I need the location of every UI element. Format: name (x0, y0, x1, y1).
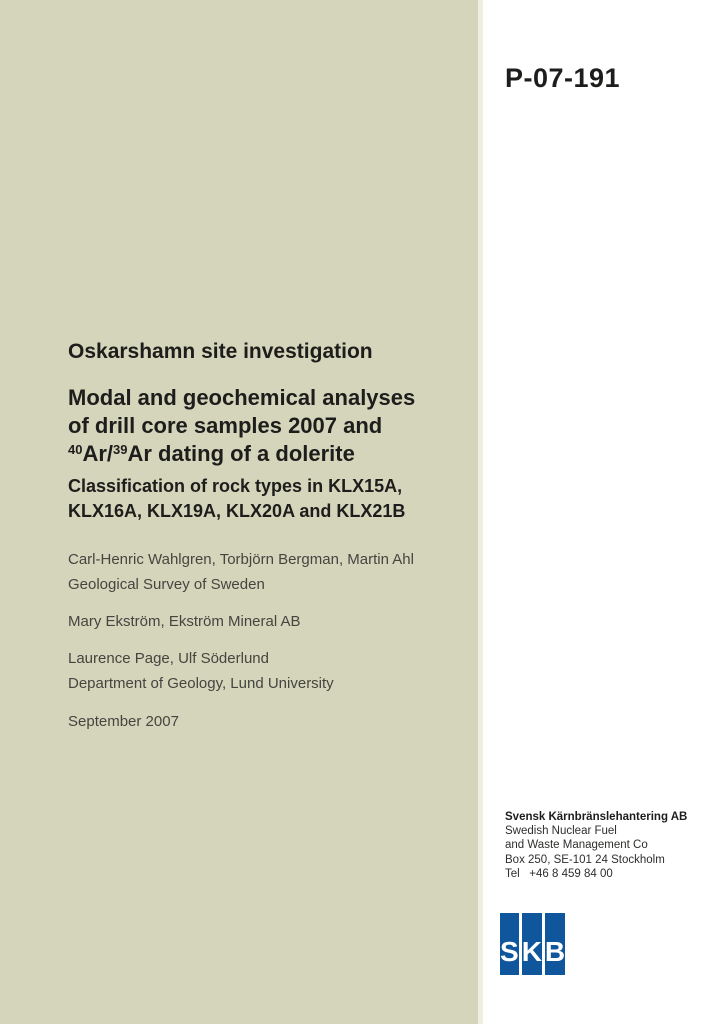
publisher-phone: Tel +46 8 459 84 00 (505, 867, 613, 880)
main-title-line2: of drill core samples 2007 and (68, 413, 383, 438)
author-group (68, 547, 414, 597)
skb-logo-bar (500, 913, 519, 975)
isotope-superscript-40: 40 (68, 442, 83, 457)
publisher-line: Swedish Nuclear Fuel (505, 825, 617, 838)
skb-logo-letter-b: B (544, 936, 566, 967)
skb-logo-bar (522, 913, 542, 975)
publication-date: September 2007 (68, 713, 179, 730)
skb-logo (500, 913, 566, 975)
subtitle-line1: Classification of rock types in KLX15A, (68, 476, 403, 496)
main-title-line1: Modal and geochemical analyses (68, 385, 416, 410)
project-title: Oskarshamn site investigation (68, 340, 373, 363)
main-title (68, 384, 415, 471)
author-names: Laurence Page, Ulf Söderlund (68, 650, 269, 667)
cover-panel-edge (478, 0, 483, 1024)
subtitle (68, 474, 405, 524)
author-affiliation: Geological Survey of Sweden (68, 576, 265, 593)
author-group (68, 646, 414, 696)
author-affiliation: Department of Geology, Lund University (68, 675, 334, 692)
isotope-superscript-39: 39 (113, 442, 128, 457)
authors-block (68, 547, 414, 708)
author-names: Mary Ekström, Ekström Mineral AB (68, 613, 301, 630)
skb-logo-letter-s: S (500, 936, 519, 967)
report-number: P-07-191 (505, 63, 621, 93)
skb-logo-bar (545, 913, 565, 975)
publisher-name: Svensk Kärnbränslehantering AB (505, 811, 688, 823)
subtitle-line2: KLX16A, KLX19A, KLX20A and KLX21B (68, 501, 406, 521)
main-title-line3-part2: Ar dating of a dolerite (127, 441, 355, 466)
main-title-line3-part1: Ar/ (82, 441, 114, 466)
skb-logo-letter-k: K (521, 936, 542, 967)
author-names: Carl-Henric Wahlgren, Torbjörn Bergman, Martin Ahl (68, 551, 414, 568)
publisher-line: Box 250, SE-101 24 Stockholm (505, 853, 665, 866)
author-group (68, 609, 414, 634)
publisher-line: and Waste Management Co (505, 839, 648, 852)
publisher-block (505, 810, 687, 881)
